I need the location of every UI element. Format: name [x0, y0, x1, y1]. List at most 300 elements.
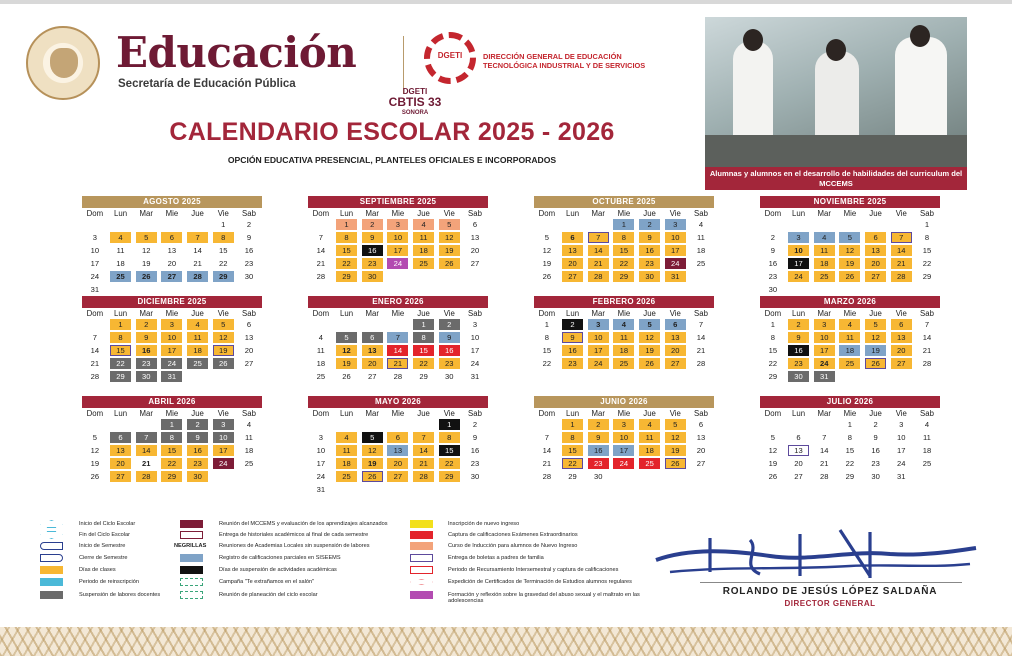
day-number: 1 [110, 319, 131, 330]
day-cell [334, 244, 360, 257]
day-cell [185, 444, 211, 457]
day-number: 2 [362, 219, 383, 230]
day-cell [760, 370, 786, 383]
empty-cell [411, 418, 437, 431]
campus-state: SONORA [401, 110, 429, 116]
day-cell [786, 370, 812, 383]
day-cell [637, 331, 663, 344]
weekday-label: Lun [340, 209, 354, 218]
day-cell [760, 318, 786, 331]
day-cell [359, 244, 385, 257]
day-number: 21 [387, 358, 408, 369]
day-cell [385, 218, 411, 231]
day-number: 1 [613, 219, 634, 230]
day-number: 8 [213, 232, 234, 243]
day-cell [334, 231, 360, 244]
photo-figure [895, 37, 947, 147]
day-cell [159, 418, 185, 431]
empty-cell [760, 218, 786, 231]
day-number: 8 [413, 332, 434, 343]
day-cell [185, 431, 211, 444]
day-number: 5 [336, 332, 357, 343]
day-number: 24 [665, 258, 686, 269]
day-number: 2 [439, 319, 460, 330]
day-cell [359, 370, 385, 383]
weekday-label: Mar [139, 409, 153, 418]
day-cell [411, 444, 437, 457]
day-number: 22 [613, 258, 634, 269]
legend-label: Entrega de boletas a padres de familia [448, 555, 544, 561]
day-cell [462, 218, 488, 231]
day-cell [611, 318, 637, 331]
day-cell [662, 257, 688, 270]
day-cell [585, 231, 611, 244]
day-cell [133, 470, 159, 483]
day-number: 19 [362, 458, 383, 469]
weekday-label: Mie [165, 209, 179, 218]
day-cell [585, 318, 611, 331]
day-cell [385, 370, 411, 383]
month-title: ABRIL 2026 [82, 396, 262, 408]
day-number: 2 [187, 419, 208, 430]
day-cell [236, 431, 262, 444]
day-number: 26 [342, 372, 351, 381]
day-number: 3 [318, 433, 323, 442]
day-number: 15 [562, 445, 583, 456]
day-cell [760, 444, 786, 457]
weekday-label: Vie [443, 409, 455, 418]
day-number: 19 [336, 358, 357, 369]
weekday-label: Mar [365, 409, 379, 418]
day-cell [436, 431, 462, 444]
day-cell [108, 357, 134, 370]
day-number: 12 [141, 246, 151, 255]
day-number: 9 [362, 232, 383, 243]
legend-label: Días de suspensión de actividades académicas [219, 567, 337, 573]
day-number: 26 [665, 458, 686, 469]
day-number: 3 [814, 319, 835, 330]
weekday-label: Sab [694, 309, 708, 318]
day-number: 10 [613, 432, 634, 443]
day-cell [236, 457, 262, 470]
day-cell [637, 318, 663, 331]
campus-org: DGETI [402, 87, 428, 96]
day-cell [888, 257, 914, 270]
day-cell [888, 431, 914, 444]
day-cell [462, 470, 488, 483]
day-cell [811, 370, 837, 383]
page-title: CALENDARIO ESCOLAR 2025 - 2026 [169, 118, 615, 146]
day-number: 5 [136, 232, 157, 243]
legend-swatch [410, 520, 433, 528]
day-cell [811, 444, 837, 457]
day-number: 26 [839, 271, 860, 282]
day-cell [888, 470, 914, 483]
day-number: 27 [244, 359, 254, 368]
day-number: 10 [161, 332, 182, 343]
day-number: 10 [665, 232, 686, 243]
day-cell [385, 457, 411, 470]
day-cell [210, 431, 236, 444]
day-cell [888, 270, 914, 283]
day-cell [133, 244, 159, 257]
day-cell [534, 344, 560, 357]
weekday-label: Lun [114, 309, 128, 318]
day-cell [811, 257, 837, 270]
day-number: 27 [865, 271, 886, 282]
day-cell [560, 418, 586, 431]
day-number: 2 [770, 233, 775, 242]
day-number: 4 [839, 319, 860, 330]
day-cell [185, 270, 211, 283]
legend-swatch [180, 520, 203, 528]
day-cell [308, 231, 334, 244]
day-number: 8 [847, 433, 853, 442]
day-cell [236, 244, 262, 257]
legend-swatch [180, 566, 203, 574]
day-cell [462, 344, 488, 357]
day-cell [334, 270, 360, 283]
day-number: 20 [794, 459, 803, 468]
day-number: 25 [696, 259, 706, 268]
legend-swatch [40, 578, 63, 586]
day-number: 6 [362, 332, 383, 343]
empty-cell [837, 218, 863, 231]
day-cell [837, 357, 863, 370]
day-cell [914, 418, 940, 431]
day-number: 28 [542, 472, 552, 481]
weekday-label: Mie [391, 309, 405, 318]
day-cell [133, 331, 159, 344]
weekday-label: Dom [312, 309, 330, 318]
legend-swatch [180, 554, 203, 562]
dgeti-line-2: TECNOLÓGICA INDUSTRIAL Y DE SERVICIOS [483, 61, 646, 70]
day-cell [863, 331, 889, 344]
day-number: 2 [246, 220, 252, 229]
day-cell [760, 457, 786, 470]
day-cell [185, 318, 211, 331]
day-cell [914, 270, 940, 283]
weekday-label: Mie [617, 409, 631, 418]
day-number: 1 [544, 320, 549, 329]
day-number: 10 [316, 446, 326, 455]
day-number: 25 [413, 258, 434, 269]
legend-label: Campaña "Te extrañamos en el salón" [219, 579, 315, 585]
days-grid [308, 318, 488, 383]
day-number: 10 [213, 432, 234, 443]
day-cell [534, 231, 560, 244]
month-title: OCTUBRE 2025 [534, 196, 714, 208]
day-cell [359, 444, 385, 457]
day-cell [863, 231, 889, 244]
day-cell [914, 431, 940, 444]
day-number: 29 [419, 372, 428, 381]
day-number: 19 [839, 258, 860, 269]
day-number: 6 [110, 432, 131, 443]
day-cell [462, 357, 488, 370]
day-cell [611, 218, 637, 231]
day-number: 14 [316, 246, 326, 255]
day-number: 20 [167, 259, 177, 268]
day-number: 16 [244, 246, 254, 255]
legend-label: Inicio de Semestre [79, 543, 126, 549]
day-cell [534, 357, 560, 370]
day-number: 21 [90, 359, 100, 368]
day-number: 30 [593, 472, 603, 481]
weekday-label: Lun [340, 309, 354, 318]
month-calendar [308, 396, 488, 496]
weekday-label: Mie [843, 209, 857, 218]
day-number: 27 [367, 372, 377, 381]
day-number: 24 [161, 358, 182, 369]
day-number: 23 [788, 358, 809, 369]
day-cell [334, 344, 360, 357]
day-number: 4 [110, 232, 131, 243]
day-number: 18 [696, 246, 706, 255]
weekday-label: Lun [566, 309, 580, 318]
day-number: 4 [187, 319, 208, 330]
month-calendar [82, 296, 262, 383]
day-number: 23 [768, 272, 778, 281]
day-cell [611, 457, 637, 470]
day-cell [585, 257, 611, 270]
month-title: ENERO 2026 [308, 296, 488, 308]
day-cell [662, 331, 688, 344]
day-number: 15 [161, 445, 182, 456]
day-number: 28 [413, 471, 434, 482]
day-cell [786, 344, 812, 357]
day-number: 12 [865, 332, 886, 343]
day-cell [611, 431, 637, 444]
weekday-label: Sab [468, 309, 482, 318]
day-cell [837, 418, 863, 431]
empty-cell [133, 218, 159, 231]
day-number: 2 [562, 319, 583, 330]
day-number: 4 [413, 219, 434, 230]
day-number: 13 [362, 345, 383, 356]
day-cell [411, 218, 437, 231]
day-cell [786, 318, 812, 331]
day-number: 17 [613, 445, 634, 456]
day-cell [560, 244, 586, 257]
day-cell [611, 331, 637, 344]
weekday-label: Mie [617, 309, 631, 318]
day-number: 16 [562, 345, 583, 356]
day-number: 25 [110, 271, 131, 282]
day-number: 20 [562, 258, 583, 269]
weekday-label: Sab [920, 409, 934, 418]
day-cell [560, 444, 586, 457]
day-cell [82, 444, 108, 457]
day-number: 28 [393, 372, 403, 381]
day-cell [662, 244, 688, 257]
day-cell [760, 244, 786, 257]
day-number: 15 [613, 245, 634, 256]
day-number: 27 [665, 358, 686, 369]
legend-swatch [40, 591, 63, 599]
weekday-label: Lun [792, 309, 806, 318]
weekday-label: Mie [391, 209, 405, 218]
day-cell [308, 331, 334, 344]
day-cell [133, 444, 159, 457]
day-number: 8 [562, 432, 583, 443]
day-cell [760, 357, 786, 370]
day-number: 19 [141, 259, 151, 268]
day-number: 29 [161, 471, 182, 482]
day-number: 4 [924, 420, 930, 429]
day-cell [210, 244, 236, 257]
day-cell [888, 457, 914, 470]
day-number: 24 [814, 358, 835, 369]
day-cell [308, 444, 334, 457]
day-number: 20 [665, 345, 686, 356]
weekday-label: Mie [843, 409, 857, 418]
day-number: 10 [897, 433, 906, 442]
day-number: 20 [696, 446, 706, 455]
empty-cell [308, 318, 334, 331]
day-number: 22 [161, 458, 182, 469]
day-cell [534, 431, 560, 444]
day-cell [560, 257, 586, 270]
day-number: 4 [336, 432, 357, 443]
day-number: 30 [768, 285, 778, 294]
day-number: 26 [639, 358, 660, 369]
weekday-label: Dom [86, 209, 104, 218]
day-cell [837, 444, 863, 457]
empty-cell [108, 418, 134, 431]
day-number: 7 [413, 432, 434, 443]
day-number: 11 [336, 445, 357, 456]
day-cell [662, 431, 688, 444]
weekday-label: Sab [242, 309, 256, 318]
day-cell [611, 231, 637, 244]
day-number: 9 [562, 332, 583, 343]
day-cell [534, 257, 560, 270]
day-number: 16 [871, 446, 880, 455]
days-grid [760, 318, 940, 383]
legend-swatch [40, 566, 63, 574]
day-cell [688, 344, 714, 357]
month-title: JULIO 2026 [760, 396, 940, 408]
day-cell [914, 344, 940, 357]
day-cell [133, 370, 159, 383]
day-number: 21 [193, 259, 202, 268]
day-number: 23 [439, 358, 460, 369]
day-number: 2 [639, 219, 660, 230]
day-number: 22 [439, 458, 460, 469]
day-cell [236, 444, 262, 457]
day-cell [786, 331, 812, 344]
weekday-label: Mie [165, 309, 179, 318]
legend-swatch [410, 542, 433, 550]
day-cell [133, 344, 159, 357]
day-number: 21 [542, 459, 552, 468]
campus-name: CBTIS 33 [388, 95, 442, 109]
day-cell [185, 257, 211, 270]
day-cell [585, 244, 611, 257]
day-number: 1 [770, 320, 775, 329]
weekday-label: Vie [443, 209, 455, 218]
day-cell [585, 457, 611, 470]
day-cell [662, 444, 688, 457]
photo-head [826, 39, 846, 61]
day-cell [334, 370, 360, 383]
day-cell [611, 357, 637, 370]
day-number: 21 [316, 259, 326, 268]
day-cell [436, 331, 462, 344]
day-number: 7 [92, 333, 97, 342]
day-cell [334, 357, 360, 370]
photo-caption: Alumnas y alumnos en el desarrollo de habilidades del curriculum del MCCEMS [705, 167, 967, 190]
weekday-label: Lun [114, 409, 128, 418]
day-number: 19 [639, 345, 660, 356]
day-cell [560, 357, 586, 370]
weekday-label: Mie [843, 309, 857, 318]
day-cell [159, 344, 185, 357]
day-number: 8 [544, 333, 549, 342]
month-calendar [534, 396, 714, 483]
day-cell [837, 244, 863, 257]
day-number: 8 [770, 333, 775, 342]
month-title: AGOSTO 2025 [82, 196, 262, 208]
day-cell [888, 444, 914, 457]
day-cell [534, 457, 560, 470]
weekday-label: Dom [538, 209, 556, 218]
weekday-label: Vie [669, 309, 681, 318]
day-cell [637, 344, 663, 357]
day-cell [560, 331, 586, 344]
day-cell [411, 244, 437, 257]
day-cell [210, 457, 236, 470]
day-number: 18 [336, 458, 357, 469]
day-number: 19 [865, 345, 886, 356]
day-cell [786, 357, 812, 370]
day-number: 15 [110, 345, 131, 356]
legend-label: Periodo de Recursamiento Intersemestral y captura de calificaciones [448, 567, 619, 573]
day-cell [611, 418, 637, 431]
day-cell [436, 444, 462, 457]
day-cell [385, 244, 411, 257]
day-cell [210, 444, 236, 457]
day-number: 23 [871, 459, 880, 468]
weekday-label: Dom [764, 309, 782, 318]
day-number: 13 [562, 245, 583, 256]
day-cell [637, 244, 663, 257]
legend-label: Formación y reflexión sobre la gravedad del abuso sexual y el maltrato en las adolescencias [448, 592, 640, 605]
weekday-label: Dom [86, 309, 104, 318]
day-cell [837, 331, 863, 344]
day-cell [914, 218, 940, 231]
day-number: 31 [665, 271, 686, 282]
day-number: 3 [788, 232, 809, 243]
day-cell [210, 357, 236, 370]
day-number: 2 [788, 319, 809, 330]
month-title: NOVIEMBRE 2025 [760, 196, 940, 208]
days-grid [82, 418, 262, 483]
day-number: 5 [92, 433, 97, 442]
day-number: 28 [696, 359, 706, 368]
day-cell [108, 344, 134, 357]
weekday-label: Mar [591, 409, 605, 418]
day-cell [462, 418, 488, 431]
day-number: 25 [316, 372, 326, 381]
day-number: 22 [768, 359, 778, 368]
weekday-label: Mar [139, 209, 153, 218]
weekday-label: Mar [139, 309, 153, 318]
day-cell [863, 418, 889, 431]
day-number: 28 [922, 359, 932, 368]
day-cell [185, 418, 211, 431]
